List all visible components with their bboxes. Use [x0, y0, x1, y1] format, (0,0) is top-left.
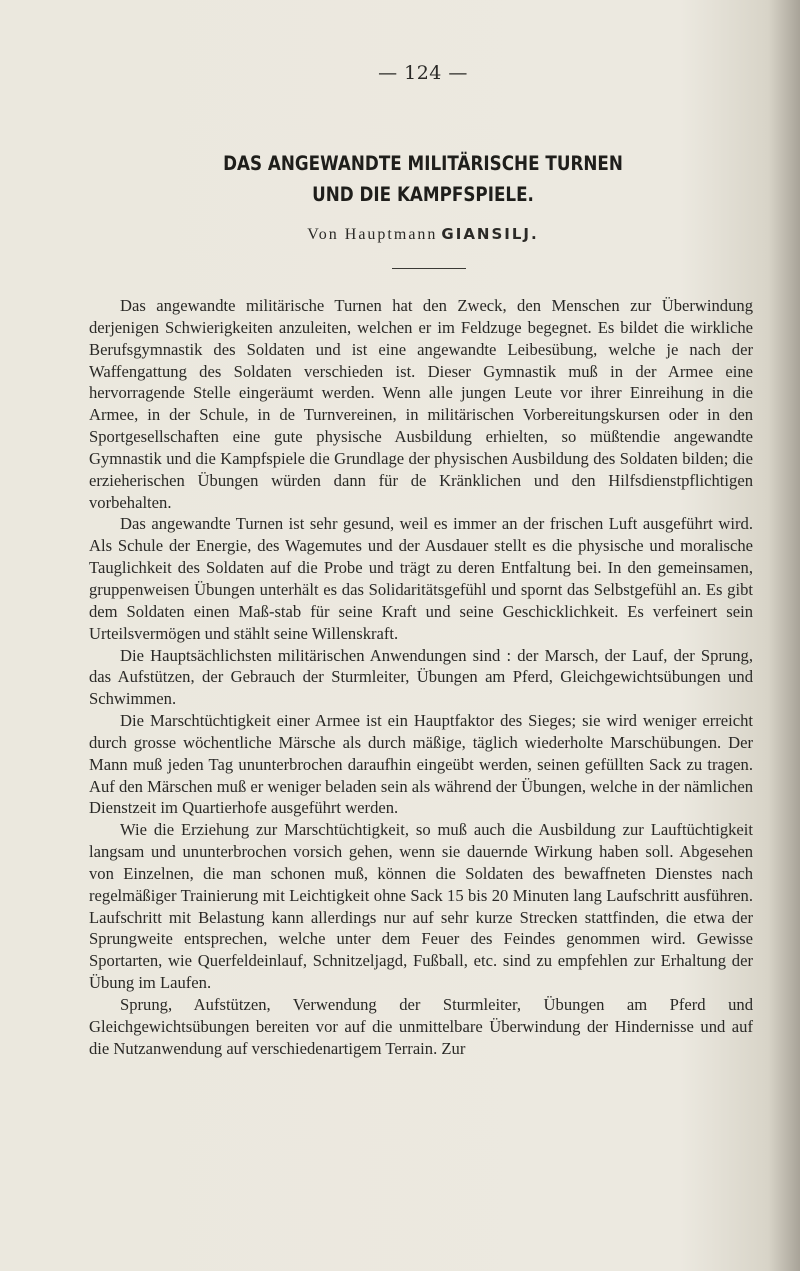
body-paragraph: Das angewandte militärische Turnen hat den Zweck, den Menschen zur Überwindung derjenigen Schwierigkeiten anzuleiten, welchen er im Feldzuge begegnet. Es bildet die wirkliche Berufsgymnastik des Soldaten und ist eine angewandte Leibesübung, welche je nach der Waffengattung des Soldaten verschieden ist. Dieser Gymnastik muß in der Armee eine hervorragende Stelle eingeräumt werden. Wenn alle jungen Leute vor ihrer Einreihung in die Armee, in der Schule, in de Turnvereinen, in militärischen Vorbereitungskursen oder in den Sportgesellschaften eine gute physische Ausbildung erhielten, so müßtendie angewandte Gymnastik und die Kampfspiele die Grundlage der physischen Ausbildung des Soldaten bilden; die erzieherischen Übungen würden dann für de Kränklichen und den Hilfsdienstpflichtigen vorbehalten. — [89, 296, 753, 512]
body-paragraph: Die Marschtüchtigkeit einer Armee ist ein Hauptfaktor des Sieges; sie wird weniger erreicht durch grosse wöchentliche Märsche als durch mäßige, täglich wiederholte Marschübungen. Der Mann muß jeden Tag ununterbrochen daraufhin eingeübt werden, seinen gefüllten Sack zu tragen. Auf den Märschen muß er weniger beladen sein als während der Übungen, welche in der nämlichen Dienstzeit im Quartierhofe ausgeführt werden. — [89, 711, 753, 818]
title-divider — [392, 268, 466, 269]
article-title — [59, 148, 787, 210]
body-paragraph: Die Hauptsächlichsten militärischen Anwendungen sind : der Marsch, der Lauf, der Sprung, das Aufstützen, der Gebrauch der Sturmleiter, Übungen am Pferd, Gleichgewichtsübungen und Schwimmen. — [89, 645, 753, 709]
body-paragraph: Das angewandte Turnen ist sehr gesund, weil es immer an der frischen Luft ausgeführt wird. Als Schule der Energie, des Wagemutes und der Ausdauer stellt es die physische und moralische Tauglichkeit des Soldaten auf die Probe und trägt zu deren Entfaltung bei. In den gemeinsamen, gruppenweisen Übungen unterhält es das Solidaritätsgefühl und spornt das Selbstgefühl an. Es gibt dem Soldaten einen Maß-stab für seine Kraft und seine Geschicklichkeit. Es verfeinert sein Urteilsvermögen und stählt seine Willenskraft. — [89, 514, 753, 643]
byline — [0, 225, 800, 244]
article-body — [89, 295, 753, 1060]
body-paragraph: Wie die Erziehung zur Marschtüchtigkeit, so muß auch die Ausbildung zur Lauftüchtigkeit langsam und ununterbrochen vorsich gehen, wenn sie dauernde Wirkung haben soll. Abgesehen von Einzelnen, die man schonen muß, können die Soldaten des bewaffneten Dienstes nach regelmäßiger Trainierung mit Leichtigkeit ohne Sack 15 bis 20 Minuten lang Laufschritt ausführen. Laufschritt mit Belastung kann allerdings nur auf sehr kurze Strecken stattfinden, die etwa der Sprungweite entsprechen, welche unter dem Feuer des Feindes genommen wird. Gewisse Sportarten, wie Querfeldeinlauf, Schnitzeljagd, Fußball, etc. sind zu empfehlen zur Erhaltung der Übung im Laufen. — [89, 820, 753, 993]
page-number: — 124 — — [378, 62, 468, 84]
article-title-line-2: UND DIE KAMPFSPIELE. — [312, 183, 534, 206]
body-paragraph: Sprung, Aufstützen, Verwendung der Sturmleiter, Übungen am Pferd und Gleichgewichtsübungen bereiten vor auf die unmittelbare Überwindung der Hindernisse und auf die Nutzanwendung auf verschiedenartigem Terrain. Zur — [89, 995, 753, 1058]
article-title-line-1: DAS ANGEWANDTE MILITÄRISCHE TURNEN — [223, 152, 623, 175]
byline-author: GIANSILJ. — [441, 225, 539, 243]
byline-prefix: Von Hauptmann — [307, 226, 438, 243]
